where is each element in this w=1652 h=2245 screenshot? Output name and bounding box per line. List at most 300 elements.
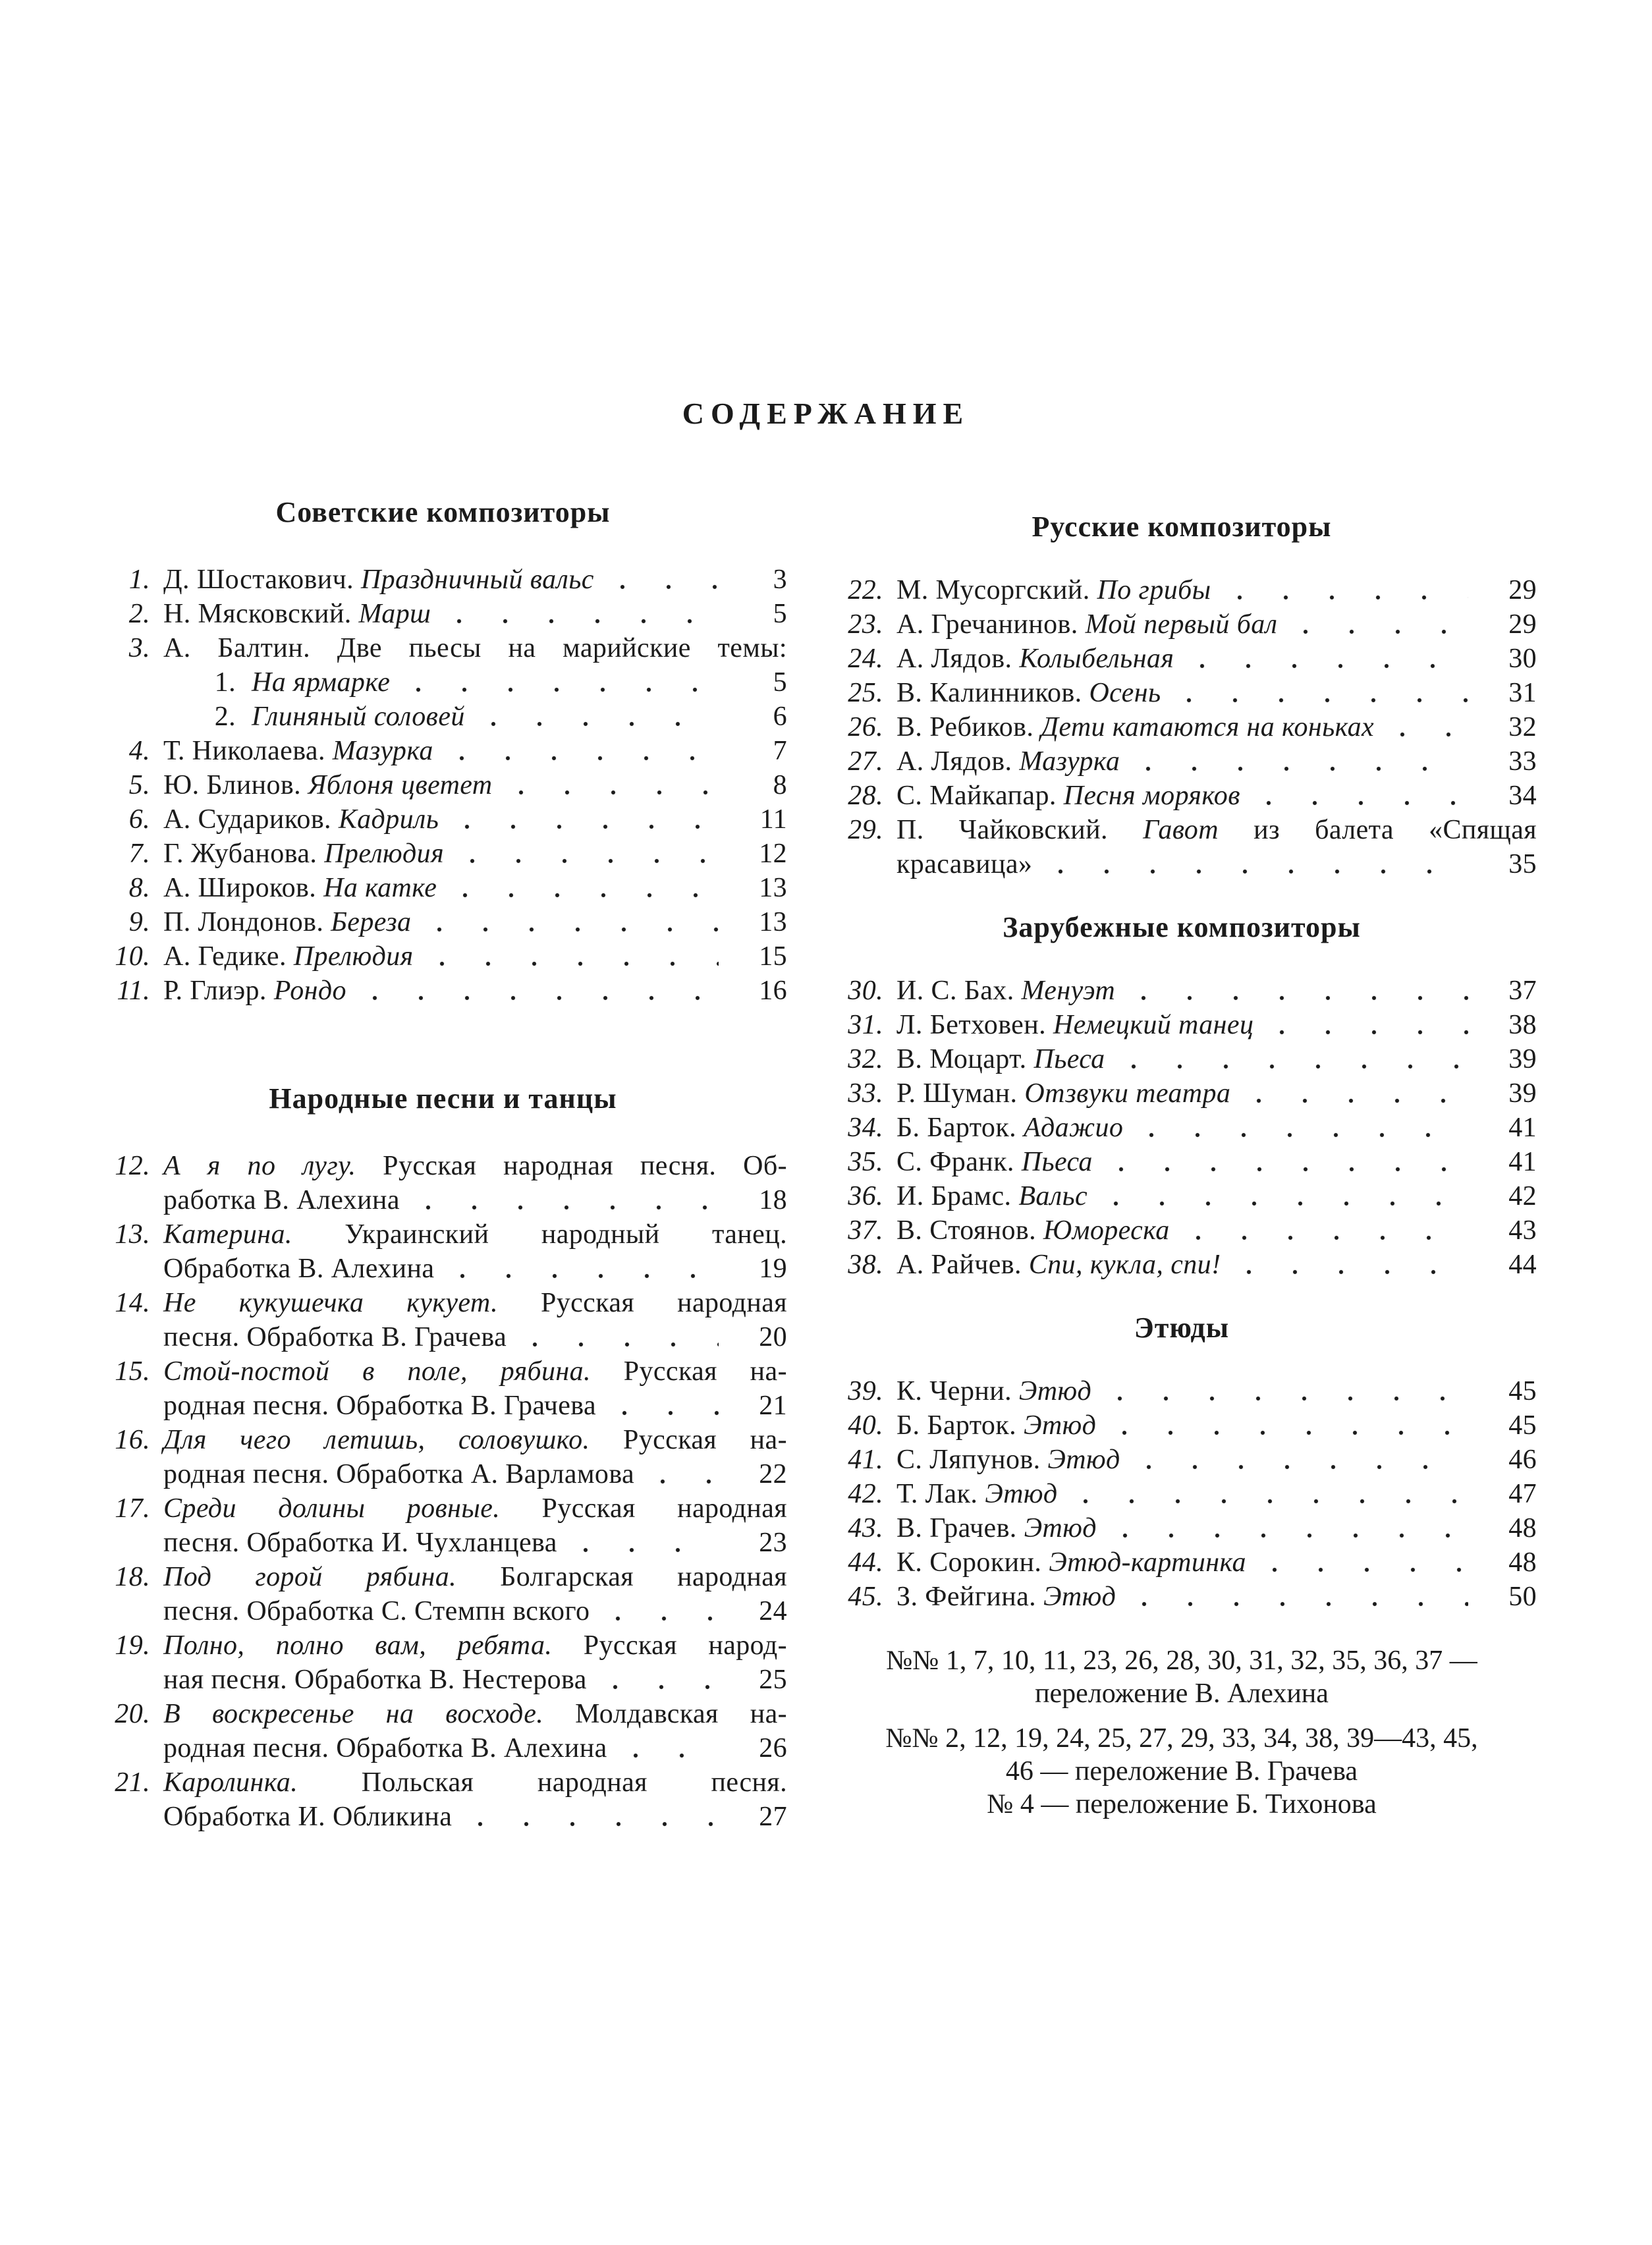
entry-number: 34. — [848, 1113, 883, 1143]
dot-leader — [1138, 744, 1468, 779]
toc-entry — [827, 1042, 1537, 1076]
piece-title: Каролинка. — [163, 1767, 298, 1798]
entry-text-segment: А. Широков. — [163, 873, 324, 903]
entry-text — [163, 1800, 452, 1834]
entry-number: 1. — [214, 667, 236, 698]
dot-leader — [365, 974, 719, 1008]
entry-number: 21. — [115, 1767, 150, 1798]
entry-line — [99, 1594, 787, 1628]
piece-title: Прелюдия — [324, 839, 445, 869]
toc-entry — [827, 1248, 1537, 1282]
page-number: 23 — [759, 1528, 787, 1558]
toc-entry — [827, 1408, 1537, 1443]
entry-text — [896, 607, 1277, 642]
entry-text-segment: Б. Барток. — [896, 1113, 1024, 1143]
entry-line — [827, 1008, 1537, 1042]
entry-text — [896, 847, 1032, 881]
entry-text-segment: песня. Обработка С. Стемпн вского — [163, 1596, 590, 1626]
entry-text — [163, 1389, 596, 1423]
entry-text — [163, 1663, 587, 1697]
piece-title: Гавот — [1143, 815, 1219, 845]
toc-entry — [99, 700, 787, 734]
dot-leader — [1272, 1008, 1468, 1042]
piece-title: А я по лугу. — [163, 1151, 356, 1181]
dot-leader — [457, 802, 719, 837]
piece-title: Пьеса — [1033, 1044, 1105, 1074]
entry-text-segment: родная песня. Обработка В. Грачева — [163, 1391, 597, 1421]
entry-line — [827, 1076, 1537, 1111]
entry-line — [99, 631, 787, 665]
entry-line — [827, 1042, 1537, 1076]
entry-text — [252, 665, 390, 700]
piece-title: Мазурка — [332, 736, 433, 766]
page-number: 6 — [773, 702, 787, 732]
entry-line — [99, 1663, 787, 1697]
dot-leader — [1239, 1248, 1468, 1282]
page-number: 50 — [1508, 1582, 1537, 1612]
entry-text — [163, 734, 433, 768]
entry-line — [827, 779, 1537, 813]
entry-text-segment: С. Майкапар. — [896, 781, 1064, 811]
entry-number: 2. — [214, 702, 236, 732]
entry-line — [827, 1374, 1537, 1408]
toc-entry — [827, 1443, 1537, 1477]
entry-number: 17. — [115, 1493, 150, 1524]
entry-text — [163, 597, 431, 631]
entry-text — [163, 1149, 787, 1183]
page-number: 35 — [1508, 849, 1537, 879]
dot-leader — [1115, 1408, 1468, 1443]
entry-text — [896, 1145, 1093, 1179]
entry-line — [827, 1443, 1537, 1477]
piece-title: Под горой рябина. — [163, 1562, 457, 1592]
entry-line — [827, 607, 1537, 642]
entry-text — [163, 1423, 787, 1457]
entry-number: 10. — [115, 941, 150, 972]
entry-line — [827, 1179, 1537, 1213]
page-number: 13 — [759, 907, 787, 937]
entry-text — [163, 905, 411, 939]
entry-text-segment: А. Гедике. — [163, 941, 294, 972]
entry-text — [252, 700, 465, 734]
page-number: 7 — [773, 736, 787, 766]
entry-line — [99, 1731, 787, 1765]
entry-text-segment: Обработка И. Обликина — [163, 1802, 453, 1832]
toc-entry — [827, 573, 1537, 607]
entry-text-segment: П. Лондонов. — [163, 907, 331, 937]
piece-title: Спи, кукла, спи! — [1028, 1250, 1221, 1280]
entry-text-segment: Б. Барток. — [896, 1410, 1024, 1441]
right-column — [827, 495, 1537, 1834]
entry-text — [163, 1697, 787, 1731]
piece-title: Этюд — [1043, 1582, 1116, 1612]
entry-text-segment: С. Франк. — [896, 1147, 1022, 1177]
entry-number: 43. — [848, 1513, 883, 1543]
toc-entry — [827, 813, 1537, 881]
toc-entry — [827, 974, 1537, 1008]
entry-text-segment: Болгарская народная — [456, 1562, 787, 1592]
entry-text-segment: Русская народная песня. Об- — [356, 1151, 787, 1181]
page-number: 39 — [1508, 1044, 1537, 1074]
page-title: СОДЕРЖАНИЕ — [682, 397, 970, 430]
footnote-line: №№ 1, 7, 10, 11, 23, 26, 28, 30, 31, 32, 35, 36, 37 — — [886, 1646, 1477, 1676]
toc-entry — [99, 802, 787, 837]
entry-text-segment: Т. Лак. — [896, 1479, 985, 1509]
page-number: 19 — [759, 1254, 787, 1284]
entry-line — [99, 837, 787, 871]
entry-line — [99, 1800, 787, 1834]
entry-number: 14. — [115, 1288, 150, 1318]
entry-number: 37. — [848, 1215, 883, 1246]
entry-line — [99, 1389, 787, 1423]
page-number: 8 — [773, 770, 787, 800]
page-number: 37 — [1508, 976, 1537, 1006]
entry-text-segment: Молдавская на- — [543, 1699, 788, 1729]
piece-title: Пьеса — [1021, 1147, 1093, 1177]
entry-text — [163, 1320, 507, 1354]
toc-entry — [99, 837, 787, 871]
dot-leader — [1110, 1374, 1468, 1408]
entry-text — [163, 802, 439, 837]
entry-text-segment: Украинский народный танец. — [292, 1219, 787, 1250]
page-number: 5 — [773, 667, 787, 698]
entry-line — [99, 665, 787, 700]
toc-entry — [99, 1354, 787, 1423]
toc-section — [99, 495, 787, 1008]
entry-text — [896, 1213, 1170, 1248]
entry-line — [827, 1145, 1537, 1179]
toc-entry — [99, 1423, 787, 1491]
toc-entry — [99, 597, 787, 631]
toc-section — [99, 1082, 787, 1834]
entry-number: 18. — [115, 1562, 150, 1592]
entry-text — [163, 563, 594, 597]
piece-title: Юмореска — [1043, 1215, 1170, 1246]
entry-number: 23. — [848, 609, 883, 640]
page-number: 48 — [1508, 1547, 1537, 1578]
dot-leader — [1192, 642, 1468, 676]
dot-leader — [615, 1389, 719, 1423]
page-number: 11 — [759, 804, 787, 835]
piece-title: Этюд — [1024, 1513, 1097, 1543]
entry-text-segment: З. Фейгина. — [896, 1582, 1043, 1612]
entry-number: 2. — [128, 599, 150, 629]
page-number: 21 — [759, 1391, 787, 1421]
entry-line — [827, 573, 1537, 607]
entry-line — [99, 1765, 787, 1800]
piece-title: Этюд — [1023, 1410, 1097, 1441]
section-heading: Народные песни и танцы — [269, 1082, 617, 1115]
entry-number: 27. — [848, 746, 883, 777]
piece-title: Колыбельная — [1019, 644, 1174, 674]
entry-number: 5. — [128, 770, 150, 800]
dot-leader — [483, 700, 719, 734]
entry-text-segment: родная песня. Обработка В. Алехина — [163, 1733, 607, 1763]
dot-leader — [1249, 1076, 1468, 1111]
page-number: 13 — [759, 873, 787, 903]
page-number: 45 — [1508, 1410, 1537, 1441]
entry-line — [99, 1526, 787, 1560]
entry-line — [99, 871, 787, 905]
entry-line — [99, 905, 787, 939]
entry-line — [99, 1286, 787, 1320]
piece-title: Мазурка — [1019, 746, 1120, 777]
piece-title: Среди долины ровные. — [163, 1493, 501, 1524]
entry-text — [896, 1408, 1096, 1443]
entry-number: 20. — [115, 1699, 150, 1729]
entry-text — [896, 1545, 1246, 1580]
dot-leader — [511, 768, 719, 802]
piece-title: Отзвуки театра — [1024, 1078, 1231, 1109]
entry-text-segment: Русская народная — [498, 1288, 787, 1318]
piece-title: Рондо — [273, 976, 346, 1006]
page-number: 42 — [1508, 1181, 1537, 1211]
piece-title: Вальс — [1018, 1181, 1088, 1211]
entry-line — [827, 847, 1537, 881]
toc-entry — [99, 974, 787, 1008]
entry-line — [827, 642, 1537, 676]
entry-line — [827, 710, 1537, 744]
entry-line — [99, 597, 787, 631]
entry-text — [896, 573, 1211, 607]
toc-entry — [827, 1374, 1537, 1408]
entry-text-segment: А. Лядов. — [896, 644, 1020, 674]
footnote-line: 46 — переложение В. Грачева — [1005, 1756, 1358, 1787]
page-number: 26 — [759, 1733, 787, 1763]
entry-number: 39. — [848, 1376, 883, 1406]
entry-line — [827, 1248, 1537, 1282]
dot-leader — [525, 1320, 719, 1354]
piece-title: Марш — [358, 599, 431, 629]
dot-leader — [653, 1457, 719, 1491]
toc-entry — [99, 1628, 787, 1697]
dot-leader — [1051, 847, 1468, 881]
piece-title: Катерина. — [163, 1219, 292, 1250]
entry-line — [99, 1560, 787, 1594]
page-number: 30 — [1508, 644, 1537, 674]
entry-text — [163, 1526, 557, 1560]
entry-text — [896, 1511, 1097, 1545]
piece-title: В воскресенье на восходе. — [163, 1699, 544, 1729]
dot-leader — [429, 905, 719, 939]
entry-text-segment: из балета «Спящая — [1218, 815, 1537, 845]
page-number: 32 — [1508, 712, 1537, 742]
toc-entry — [827, 1511, 1537, 1545]
page-number: 38 — [1508, 1010, 1537, 1040]
toc-entry — [827, 710, 1537, 744]
entry-line — [99, 734, 787, 768]
dot-leader — [452, 734, 719, 768]
section-heading: Советские композиторы — [275, 496, 611, 528]
entry-text-segment: Ю. Блинов. — [163, 770, 308, 800]
entry-text — [896, 642, 1174, 676]
toc-entry — [99, 1217, 787, 1286]
dot-leader — [1106, 1179, 1468, 1213]
piece-title: Адажио — [1023, 1113, 1124, 1143]
page-number: 3 — [773, 565, 787, 595]
entry-number: 4. — [128, 736, 150, 766]
entry-text-segment: В. Калинников. — [896, 678, 1089, 708]
entry-number: 24. — [848, 644, 883, 674]
toc-entry — [827, 1008, 1537, 1042]
piece-title: Глиняный соловей — [252, 702, 465, 732]
page-number: 24 — [759, 1596, 787, 1626]
entry-text-segment: песня. Обработка В. Грачева — [163, 1322, 507, 1352]
entry-text — [163, 1457, 634, 1491]
toc-entry — [827, 1179, 1537, 1213]
entry-text-segment: В. Ребиков. — [896, 712, 1041, 742]
entry-text — [163, 939, 414, 974]
entry-text-segment: И. С. Бах. — [896, 976, 1022, 1006]
entry-number: 13. — [115, 1219, 150, 1250]
entry-text-segment: А. Гречанинов. — [896, 609, 1086, 640]
page-number: 44 — [1508, 1250, 1537, 1280]
dot-leader — [455, 871, 719, 905]
entry-text — [163, 1765, 787, 1800]
entry-line — [827, 744, 1537, 779]
entry-number: 42. — [848, 1479, 883, 1509]
entry-text-segment: И. Брамс. — [896, 1181, 1019, 1211]
entry-text — [896, 676, 1161, 710]
dot-leader — [1179, 676, 1468, 710]
piece-title: Этюд-картинка — [1049, 1547, 1246, 1578]
toc-entry — [827, 1111, 1537, 1145]
entry-text — [163, 631, 787, 665]
page-number: 47 — [1508, 1479, 1537, 1509]
dot-leader — [1142, 1111, 1468, 1145]
entry-text-segment: родная песня. Обработка А. Варламова — [163, 1459, 635, 1489]
entry-text-segment: К. Черни. — [896, 1376, 1019, 1406]
entry-number: 33. — [848, 1078, 883, 1109]
entry-text-segment: Обработка В. Алехина — [163, 1254, 435, 1284]
page-number: 20 — [759, 1322, 787, 1352]
entry-number: 38. — [848, 1250, 883, 1280]
entry-text — [163, 1217, 787, 1252]
dot-leader — [1111, 1145, 1468, 1179]
entry-text — [896, 1111, 1123, 1145]
entry-text-segment: В. Стоянов. — [896, 1215, 1043, 1246]
dot-leader — [1124, 1042, 1468, 1076]
entry-text — [896, 1248, 1221, 1282]
piece-title: Яблоня цветет — [308, 770, 493, 800]
entry-line — [99, 1628, 787, 1663]
footnote-line: № 4 — переложение Б. Тихонова — [987, 1789, 1377, 1819]
entry-number: 41. — [848, 1445, 883, 1475]
entry-line — [827, 1580, 1537, 1614]
page-number: 46 — [1508, 1445, 1537, 1475]
toc-entry — [827, 779, 1537, 813]
entry-text-segment: В. Грачев. — [896, 1513, 1024, 1543]
toc-entry — [99, 563, 787, 597]
entry-line — [99, 700, 787, 734]
entry-text-segment: А. Судариков. — [163, 804, 339, 835]
dot-leader — [605, 1663, 719, 1697]
dot-leader — [453, 1252, 719, 1286]
entry-text-segment: С. Ляпунов. — [896, 1445, 1048, 1475]
piece-title: По грибы — [1097, 575, 1211, 605]
piece-title: Прелюдия — [293, 941, 414, 972]
page-number: 5 — [773, 599, 787, 629]
piece-title: На ярмарке — [252, 667, 391, 698]
dot-leader — [432, 939, 719, 974]
entry-line — [99, 1320, 787, 1354]
dot-leader — [1188, 1213, 1468, 1248]
piece-title: Мой первый бал — [1085, 609, 1278, 640]
toc-entry — [99, 1491, 787, 1560]
entry-line — [827, 1111, 1537, 1145]
entry-line — [99, 563, 787, 597]
footnote — [827, 1722, 1537, 1821]
left-column — [99, 495, 787, 1834]
toc-section — [827, 510, 1537, 881]
entry-text-segment: Д. Шостакович. — [163, 565, 361, 595]
entry-text — [896, 1580, 1116, 1614]
entry-line — [827, 676, 1537, 710]
entry-line — [99, 1217, 787, 1252]
entry-number: 1. — [128, 565, 150, 595]
entry-text — [163, 1252, 434, 1286]
entry-line — [99, 1423, 787, 1457]
page-number: 25 — [759, 1665, 787, 1695]
entry-line — [99, 768, 787, 802]
page-number: 45 — [1508, 1376, 1537, 1406]
entry-text-segment: Л. Бетховен. — [896, 1010, 1053, 1040]
section-heading: Этюды — [1134, 1312, 1230, 1344]
page-number: 27 — [759, 1802, 787, 1832]
toc-entry — [827, 1145, 1537, 1179]
dot-leader — [1076, 1477, 1468, 1511]
entry-number: 16. — [115, 1425, 150, 1455]
entry-line — [827, 1477, 1537, 1511]
entry-text-segment: В. Моцарт. — [896, 1044, 1034, 1074]
page-number: 12 — [759, 839, 787, 869]
toc-section — [827, 910, 1537, 1282]
piece-title: Этюд — [1018, 1376, 1092, 1406]
entry-number: 7. — [128, 839, 150, 869]
entry-text — [896, 1443, 1120, 1477]
entry-text-segment: Н. Мясковский. — [163, 599, 359, 629]
footnote — [827, 1644, 1537, 1710]
entry-text — [896, 710, 1374, 744]
entry-text-segment: работка В. Алехина — [163, 1185, 400, 1215]
entry-text-segment: А. Лядов. — [896, 746, 1020, 777]
toc-entry — [99, 1560, 787, 1628]
entry-text — [163, 871, 437, 905]
toc-entry — [827, 676, 1537, 710]
page-number: 41 — [1508, 1147, 1537, 1177]
page-number: 15 — [759, 941, 787, 972]
dot-leader — [613, 563, 719, 597]
piece-title: Этюд — [985, 1479, 1058, 1509]
entry-text — [163, 1183, 400, 1217]
piece-title: Кадриль — [338, 804, 439, 835]
toc-entry — [99, 905, 787, 939]
piece-title: На катке — [323, 873, 437, 903]
toc-entry — [99, 1286, 787, 1354]
piece-title: Осень — [1089, 678, 1161, 708]
entry-number: 44. — [848, 1547, 883, 1578]
entry-line — [99, 802, 787, 837]
footnote-line: №№ 2, 12, 19, 24, 25, 27, 29, 33, 34, 38, 39—43, 45, — [885, 1723, 1478, 1754]
piece-title: Менуэт — [1021, 976, 1116, 1006]
dot-leader — [1134, 1580, 1468, 1614]
piece-title: Для чего летишь, соловушко. — [163, 1425, 590, 1455]
dot-leader — [1296, 607, 1468, 642]
piece-title: Не кукушечка кукует. — [163, 1288, 499, 1318]
entry-number: 32. — [848, 1044, 883, 1074]
page-number: 34 — [1508, 781, 1537, 811]
entry-text — [163, 1628, 787, 1663]
